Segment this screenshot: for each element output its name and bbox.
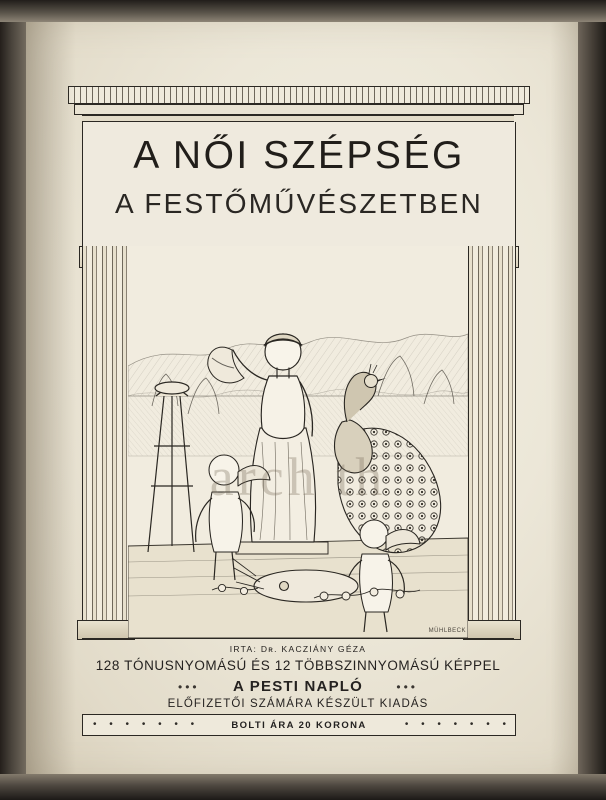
classical-column-left [82, 246, 130, 638]
credits-top-rule [82, 638, 514, 639]
title-illustration [128, 246, 468, 639]
publisher-line: A PESTI NAPLÓ [232, 678, 364, 695]
page-edge-top [0, 0, 606, 22]
edition-line: ELŐFIZETŐI SZÁMÁRA KÉSZÜLT KIADÁS [167, 698, 429, 710]
book-spine-left [0, 0, 26, 800]
artist-signature: MÜHLBECK [428, 628, 466, 634]
author-line: IRTA: Dʀ. KACZIÁNY GÉZA [229, 644, 367, 654]
page-subtitle: A FESTŐMŰVÉSZETBEN [115, 188, 483, 219]
column-base-left [77, 620, 135, 640]
publisher-dots-right: ••• [396, 680, 418, 694]
engraved-title-plate [68, 86, 528, 731]
price-dots-left: • • • • • • • [93, 719, 200, 730]
price-dots-right: • • • • • • • [404, 719, 511, 730]
title-page [18, 14, 590, 786]
cornice-lower-rule [82, 115, 514, 122]
column-base-right [463, 620, 521, 640]
credits-block [82, 638, 514, 710]
watermark-overlay: arch th [209, 447, 387, 507]
classical-column-right [468, 246, 516, 638]
page-edge-bottom [0, 774, 606, 800]
title-band [82, 122, 516, 247]
price-bar [82, 714, 516, 736]
cornice-middle-band [74, 104, 524, 115]
plates-line: 128 TÓNUSNYOMÁSÚ ÉS 12 TÖBBSZINNYOMÁSÚ KÉPPEL [95, 658, 501, 673]
publisher-dots-left: ••• [178, 680, 200, 694]
cornice-upper-ornament [68, 86, 530, 104]
book-edge-right [578, 0, 606, 800]
price-text: BOLTI ÁRA 20 KORONA [231, 720, 367, 731]
page-title: A NŐI SZÉPSÉG [133, 134, 465, 177]
